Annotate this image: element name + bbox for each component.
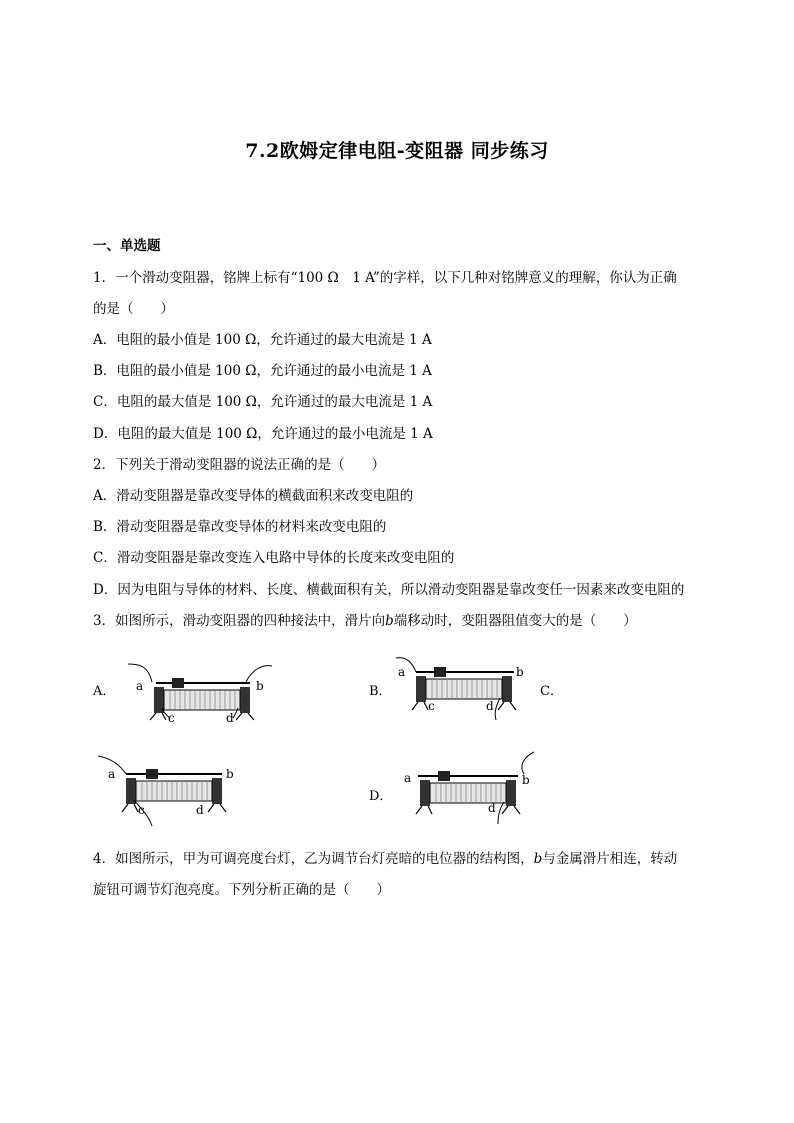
terminal-a: a [398,665,406,679]
terminal-b: b [226,767,234,781]
page-title: 7.2欧姆定律电阻-变阻器 同步练习 [245,140,549,162]
terminal-d: d [486,699,494,713]
q4-line1-pre: 4．如图所示，甲为可调亮度台灯，乙为调节台灯亮暗的电位器的结构图， [93,851,534,867]
section-heading: 一、单选题 [93,238,161,254]
q1-option-c: C．电阻的最大值是 100 Ω，允许通过的最大电流是 1 A [93,394,433,410]
terminal-b: b [256,679,264,693]
terminal-d: d [488,801,496,815]
q1-stem-line1: 1．一个滑动变阻器，铭牌上标有“100 Ω 1 A”的字样，以下几种对铭牌意义的理解，你认为正确 [93,270,677,286]
terminal-a: a [136,679,144,693]
terminal-d: d [196,803,204,817]
q2-option-c: C．滑动变阻器是靠改变连入电路中导体的长度来改变电阻的 [93,550,455,566]
terminal-c: c [168,711,175,725]
q3-label-d: D． [369,789,393,804]
q3-label-c: C． [540,684,563,699]
q3-label-a: A． [93,684,116,699]
terminal-c: c [138,803,145,817]
q4-line1-var: b [533,851,543,867]
q4-line2: 旋钮可调节灯泡亮度。下列分析正确的是（ ） [93,882,390,898]
rheostat-figure-c [98,752,238,832]
q3-stem-post: 端移动时，变阻器阻值变大的是（ ） [393,613,637,629]
q4-line1-post: 与金属滑片相连，转动 [542,851,678,867]
terminal-b: b [516,665,524,679]
q1-option-a: A．电阻的最小值是 100 Ω，允许通过的最大电流是 1 A [93,332,432,348]
rheostat-figure-d [398,750,538,830]
terminal-a: a [108,767,116,781]
terminal-d: d [226,711,234,725]
q2-option-d: D．因为电阻与导体的材料、长度、横截面积有关，所以滑动变阻器是靠改变任一因素来改变电阻的 [93,582,685,598]
q2-option-b: B．滑动变阻器是靠改变导体的材料来改变电阻的 [93,519,387,535]
q1-option-d: D．电阻的最大值是 100 Ω，允许通过的最小电流是 1 A [93,426,433,442]
q2-option-a: A．滑动变阻器是靠改变导体的横截面积来改变电阻的 [93,488,414,504]
terminal-b: b [522,773,530,787]
rheostat-figure-a [122,656,282,732]
q1-option-b: B．电阻的最小值是 100 Ω，允许通过的最小电流是 1 A [93,363,432,379]
q4-line1 [93,849,677,869]
terminal-a: a [404,771,412,785]
q3-stem-pre: 3．如图所示，滑动变阻器的四种接法中，滑片向 [93,613,386,629]
q3-stem-var: b [385,613,394,629]
q2-stem: 2．下列关于滑动变阻器的说法正确的是（ ） [93,457,386,473]
rheostat-figure-b [392,650,542,726]
q1-stem-line2: 的是（ ） [93,301,174,317]
q3-stem [93,611,637,631]
q3-label-b: B． [369,684,392,699]
terminal-c: c [428,699,435,713]
